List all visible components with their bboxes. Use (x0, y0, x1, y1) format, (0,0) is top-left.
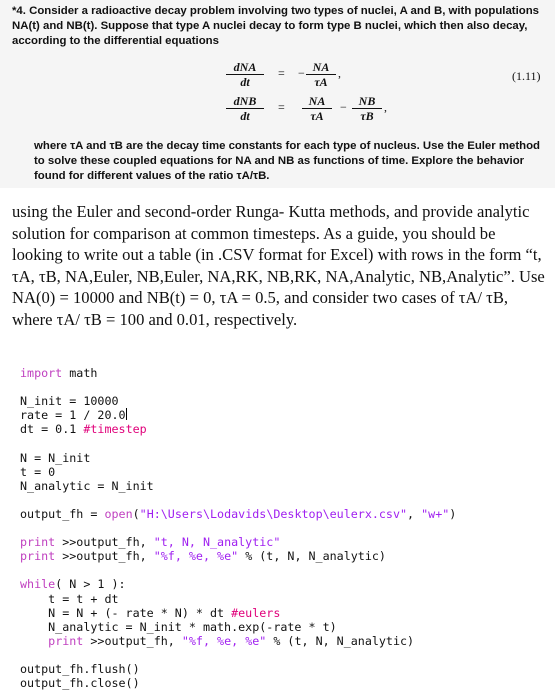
code-keyword: while (20, 577, 56, 592)
eq2-rhs2-num: NB (352, 94, 382, 109)
code-text: >>output_fh, (55, 549, 154, 564)
code-text: >>output_fh, (55, 535, 154, 550)
code-comment: #eulers (231, 605, 281, 620)
code-line: t = 0 (20, 464, 56, 479)
code-line: N = N_init (20, 450, 91, 465)
text-cursor (126, 408, 127, 420)
code-line: output_fh.close() (20, 676, 140, 691)
eq1-lhs-num: dNA (226, 60, 264, 75)
code-line: N_init = 10000 (20, 394, 119, 409)
eq2-lhs (226, 94, 264, 123)
code-text: ) (449, 506, 457, 521)
problem-statement (0, 0, 555, 188)
problem-intro: *4. Consider a radioactive decay problem involving two types of nuclei, A and B, with populations NA(t) and NB(t). Suppose that type A nuclei decay to form type B nuclei, which then also decay, according to the differential equations (12, 5, 540, 47)
code-keyword: import (20, 366, 63, 380)
code-string: "t, N, N_analytic" (153, 535, 281, 550)
section-divider (0, 188, 555, 196)
code-line: output_fh.flush() (20, 661, 140, 676)
code-text: dt = 0.1 (20, 422, 84, 437)
code-text: math (62, 366, 98, 380)
eq2-end: , (384, 100, 387, 114)
eq1-rhs-num: NA (306, 60, 336, 75)
code-line: rate = 1 / 20.0 (20, 408, 126, 423)
code-line: N_analytic = N_init (20, 478, 154, 493)
eq2-minus: − (340, 100, 347, 114)
code-line: t = t + dt (20, 591, 119, 606)
code-comment: #timestep (83, 422, 147, 437)
code-string: "%f, %e, %e" (153, 549, 239, 564)
code-string: "%f, %e, %e" (181, 633, 267, 648)
code-string: "w+" (421, 506, 450, 521)
code-keyword: open (104, 506, 133, 521)
eq1-end: , (338, 66, 341, 80)
code-text: ( N > 1 ): (55, 577, 126, 592)
code-text: output_fh = (20, 506, 105, 521)
eq2-lhs-num: dNB (226, 94, 264, 109)
code-text: N = N + (- rate * N) * dt (20, 605, 232, 620)
equation-number: (1.11) (512, 69, 541, 83)
problem-description: where τA and τB are the decay time constants for each type of nucleus. Use the Euler method to solve these coupled equations for NA and NB as functions of time. Explore the behavior found for different values of the ratio τA/τB. (34, 140, 540, 182)
eq2-rhs2-den: τB (360, 109, 374, 123)
eq2-rhs2 (352, 94, 382, 123)
code-keyword: print (48, 633, 84, 648)
code-text (20, 634, 48, 648)
eq2-lhs-den: dt (240, 109, 250, 123)
code-text: , (407, 506, 422, 521)
eq2-rhs1 (302, 94, 332, 123)
eq1-rhs (306, 60, 336, 89)
code-string: "H:\Users\Lodavids\Desktop\eulerx.csv" (139, 506, 408, 521)
code-text: % (t, N, N_analytic) (266, 633, 415, 648)
code-text: % (t, N, N_analytic) (238, 549, 386, 564)
eq1-rhs-den: τA (314, 75, 328, 89)
eq1-minus: − (298, 66, 305, 80)
code-line: N_analytic = N_init * math.exp(-rate * t) (20, 619, 337, 634)
code-editor[interactable]: import math N_init = 10000 rate = 1 / 20.0 dt = 0.1 #timestep N = N_init t = 0 N_analytic = N_init output_fh = open("H:\Users\Lodavids\Desktop\eulerx.csv", "w+") print >>output_fh, "t, N, N_analytic" print >>output_fh, "%f, %e, %e" % (t, N, N_analytic) while( N > 1 ): t = t + dt N = N + (- rate * N) * dt #eulers N_analytic = N_init * math.exp(-rate * t) print >>output_fh, "%f, %e, %e" % (t, N, N_analytic) output_fh.flush() output_fh.close() (20, 366, 457, 691)
code-keyword: print (20, 549, 56, 564)
eq2-rhs1-den: τA (310, 109, 324, 123)
eq1-equals: = (278, 66, 285, 80)
code-text: >>output_fh, (83, 633, 182, 648)
eq2-equals: = (278, 100, 285, 114)
eq1-lhs (226, 60, 264, 89)
eq1-lhs-den: dt (240, 75, 250, 89)
code-keyword: print (20, 535, 56, 550)
extra-instructions: using the Euler and second-order Runga- Kutta methods, and provide analytic solution for comparison at common timesteps. As a guide, you should be looking to write out a table (in .CSV format for Excel) with rows in the form “t, τA, τB, NA,Euler, NB,Euler, NA,RK, NB,RK, NA,Analytic, NB,Analytic”. Use NA(0) = 10000 and NB(t) = 0, τA = 0.5, and consider two cases of τA/ τB, where τA/ τB = 100 and 0.01, respectively. (12, 202, 545, 329)
eq2-rhs1-num: NA (302, 94, 332, 109)
